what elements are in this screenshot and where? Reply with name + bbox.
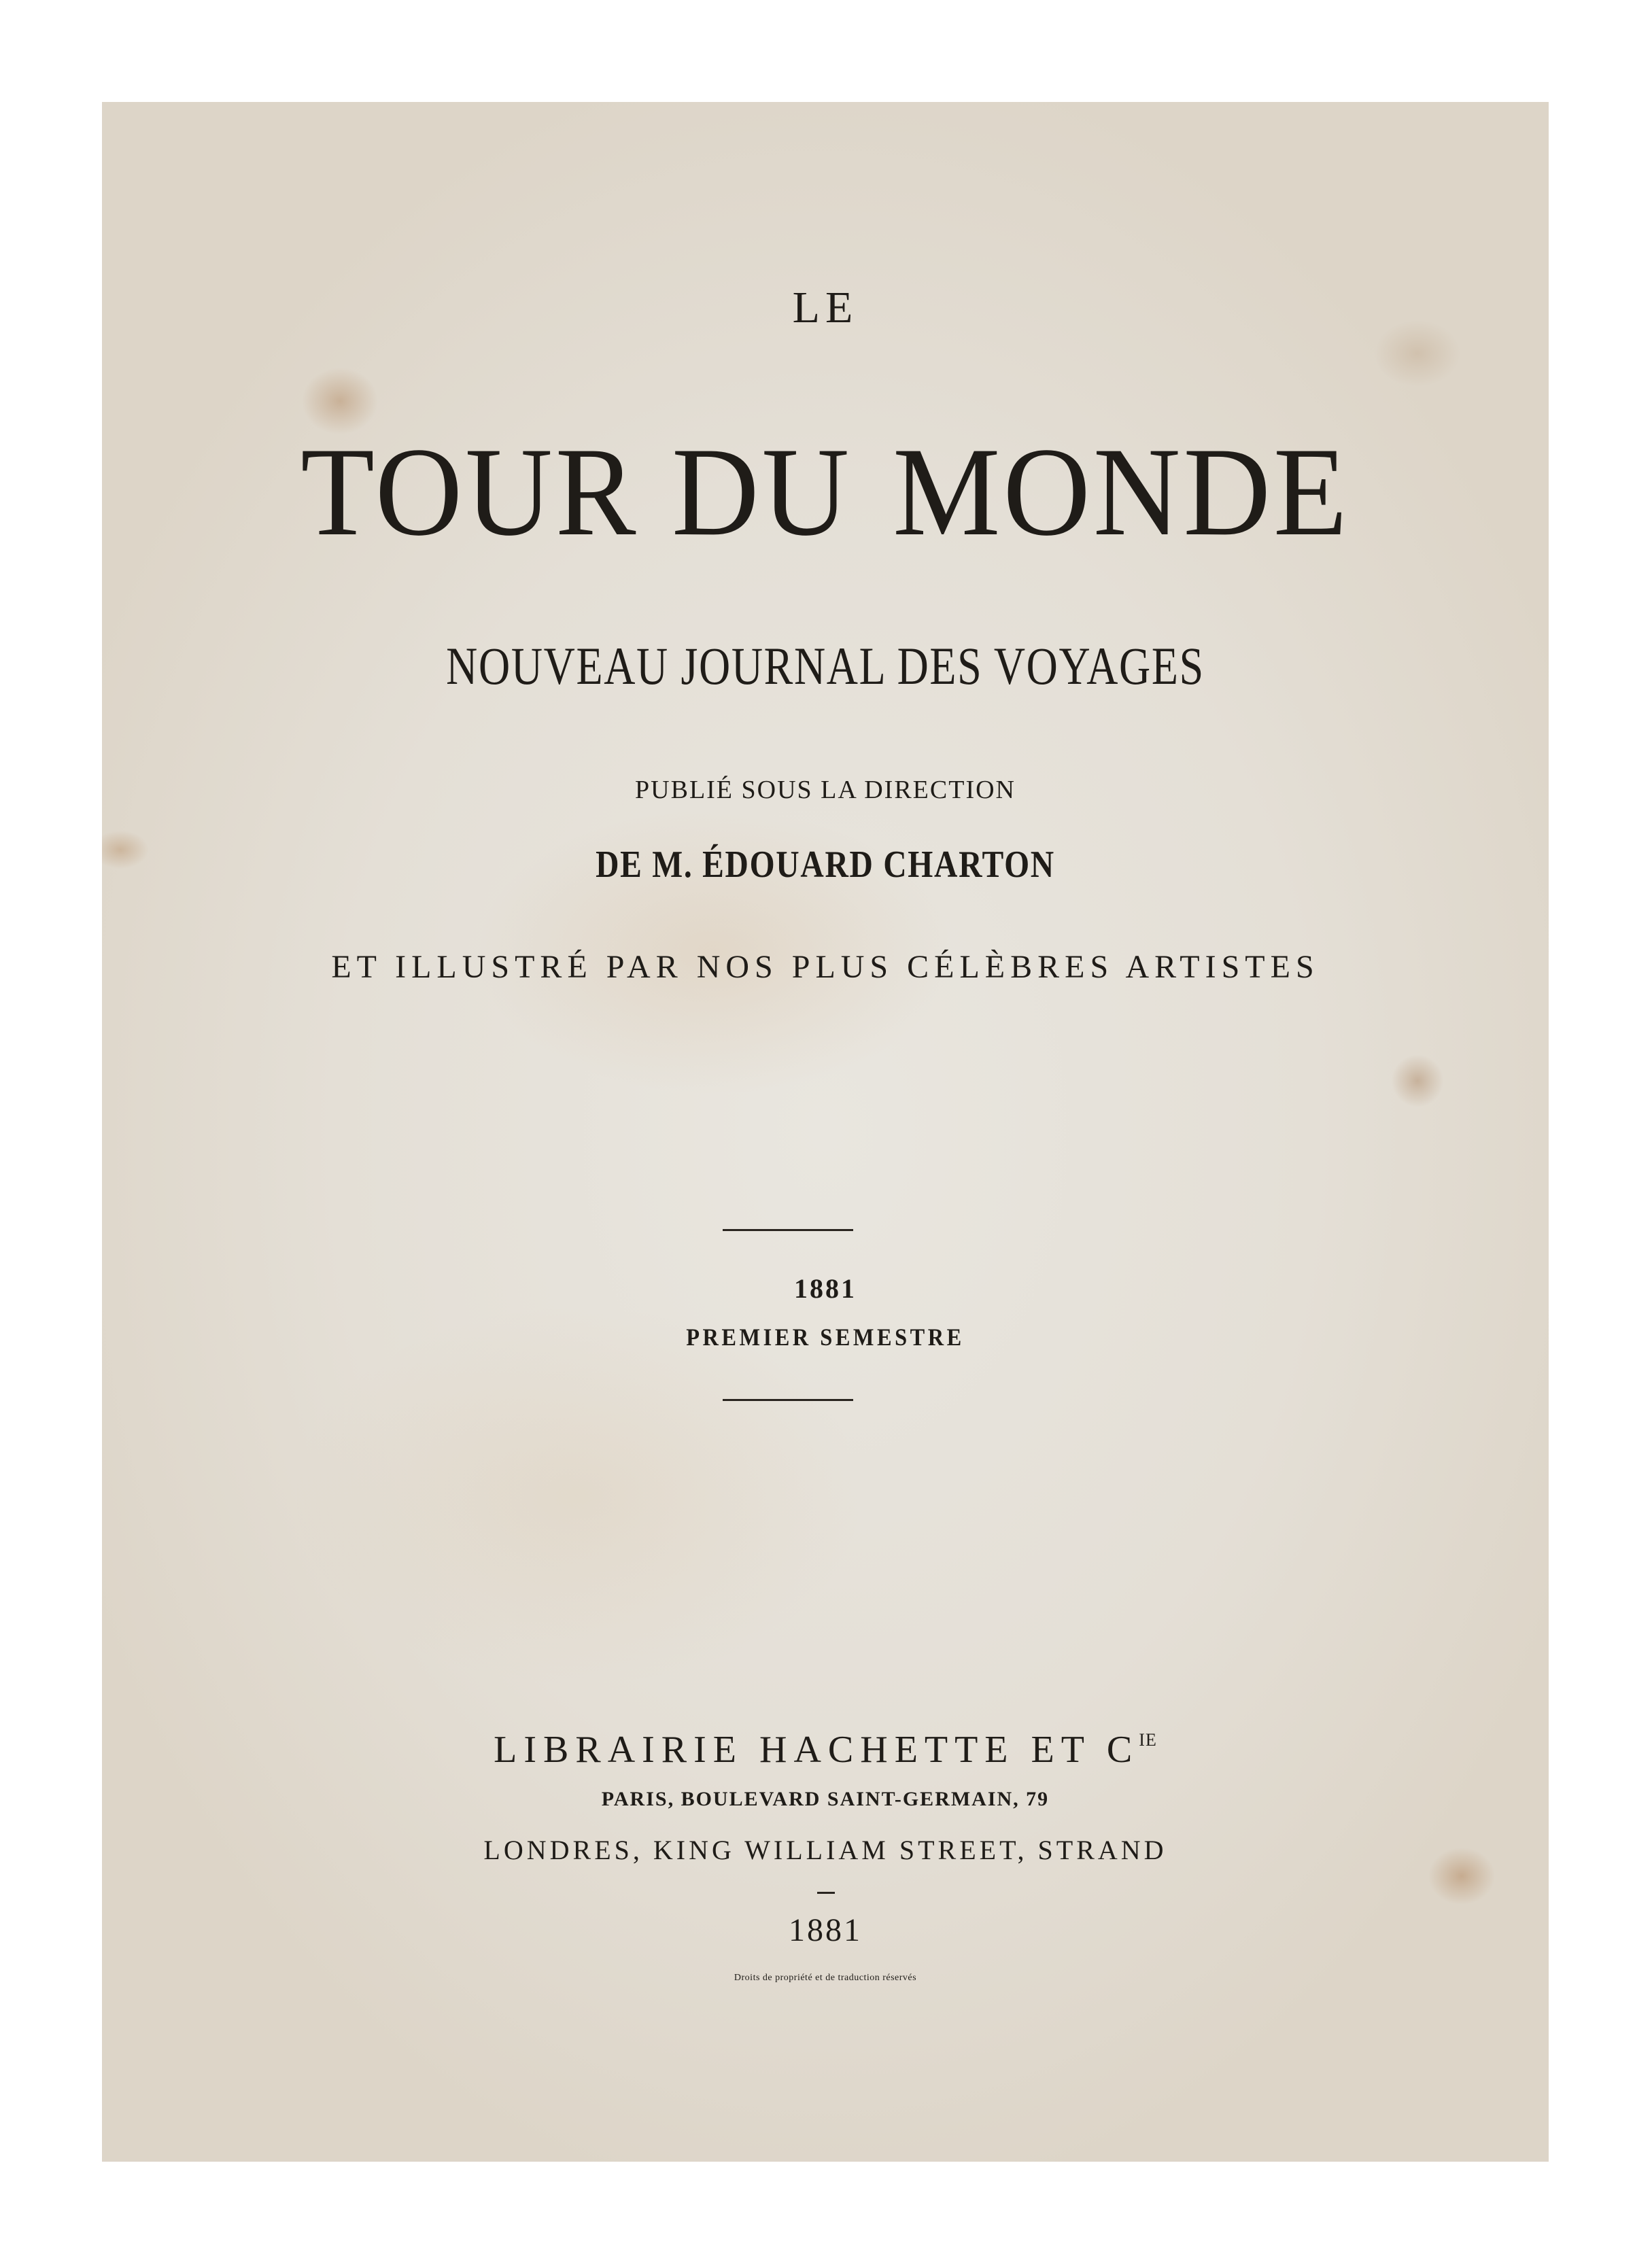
rights-notice: Droits de propriété et de traduction réservés xyxy=(734,1973,917,1983)
paris-address: PARIS, BOULEVARD SAINT-GERMAIN, 79 xyxy=(601,1788,1050,1810)
published-under-line: PUBLIÉ SOUS LA DIRECTION xyxy=(635,776,1016,804)
journal-title-part2: MONDE xyxy=(893,421,1350,562)
top-divider-rule xyxy=(723,1229,853,1231)
journal-title-part1: TOUR DU xyxy=(300,421,853,562)
title-article: LE xyxy=(792,283,859,332)
illustrated-by-line: ET ILLUSTRÉ PAR NOS PLUS CÉLÈBRES ARTISTES xyxy=(331,949,1320,985)
imprint-dash xyxy=(817,1892,835,1894)
publisher-name-text: LIBRAIRIE HACHETTE ET C xyxy=(494,1729,1139,1771)
imprint-year: 1881 xyxy=(789,1912,862,1948)
volume-year: 1881 xyxy=(794,1273,857,1304)
bottom-divider-rule xyxy=(723,1399,853,1401)
publisher-name xyxy=(102,1728,1549,1771)
journal-subtitle: NOUVEAU JOURNAL DES VOYAGES xyxy=(446,636,1205,695)
london-address: LONDRES, KING WILLIAM STREET, STRAND xyxy=(483,1835,1167,1865)
title-page xyxy=(102,102,1549,2162)
director-name: DE M. ÉDOUARD CHARTON xyxy=(596,844,1055,886)
journal-title xyxy=(102,418,1549,565)
semester-label: PREMIER SEMESTRE xyxy=(686,1324,965,1351)
publisher-suffix: IE xyxy=(1139,1730,1157,1750)
